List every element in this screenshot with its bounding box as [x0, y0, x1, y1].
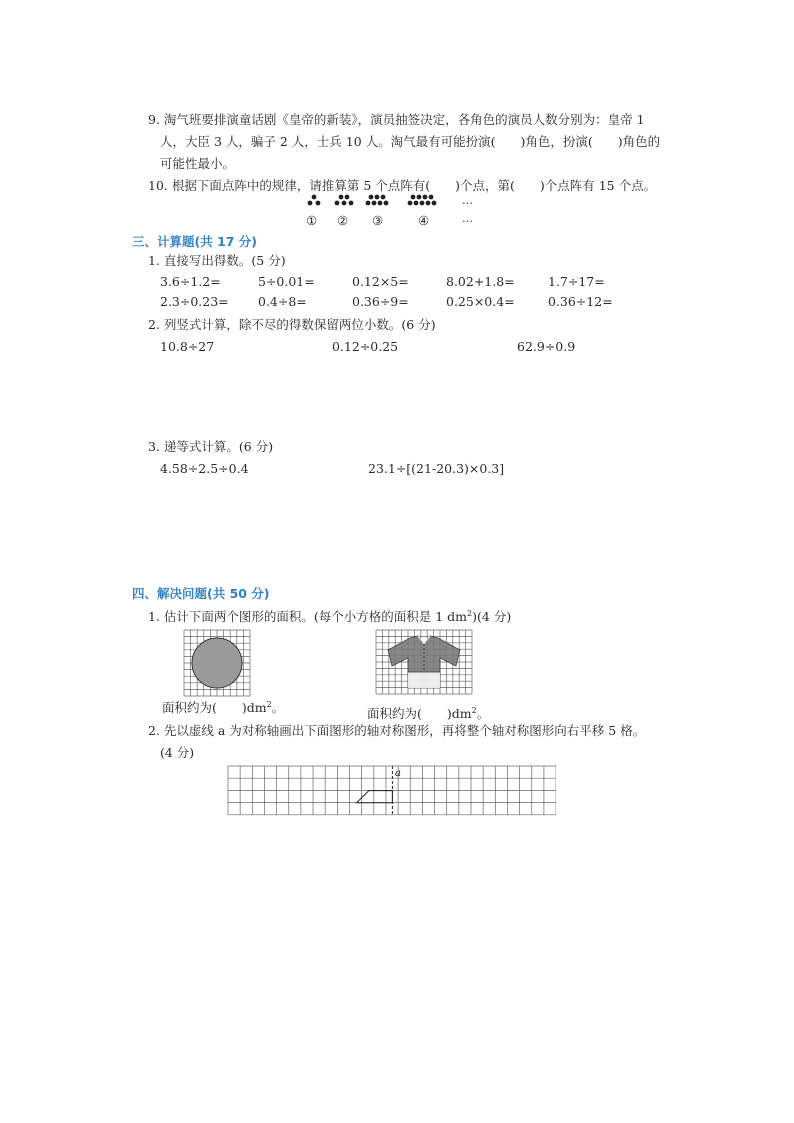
dot-label-2: ②: [337, 213, 349, 228]
ellipsis-bottom: …: [462, 212, 473, 225]
problem-q2-line2: (4 分): [160, 745, 195, 760]
dot-label-3: ③: [372, 213, 384, 228]
circle-grid-figure: [182, 628, 252, 698]
q9-line3: 可能性最小。: [160, 156, 236, 171]
superscript: 2: [467, 609, 473, 618]
area-answer-end: 。: [271, 700, 285, 716]
shirt-grid-figure: [374, 628, 474, 696]
problem-q2-line1: 2. 先以虚线 a 为对称轴画出下面图形的轴对称图形，再将整个轴对称图形向右平移 5 格。: [148, 723, 646, 738]
dot-label-4: ④: [418, 213, 430, 228]
area-answer-2: [367, 702, 489, 723]
calc-item: 8.02+1.8=: [446, 274, 515, 289]
stepwise-calc-2: 23.1÷[(21-20.3)×0.3]: [368, 461, 505, 476]
problem-q1-title: [148, 605, 511, 626]
superscript: 2: [266, 700, 272, 709]
problem-q1-points: )(4 分): [472, 609, 512, 625]
vertical-calc-1: 10.8÷27: [160, 339, 215, 354]
stepwise-calc-1: 4.58÷2.5÷0.4: [160, 461, 249, 476]
symmetry-grid-figure: [226, 764, 556, 818]
calc-q1-title: 1. 直接写出得数。(5 分): [148, 253, 286, 268]
calc-item: 5÷0.01=: [258, 274, 315, 289]
calc-item: 1.7÷17=: [548, 274, 605, 289]
area-answer-end: 。: [476, 706, 490, 722]
ellipsis-top: …: [462, 194, 473, 207]
calc-item: 0.36÷9=: [352, 294, 409, 309]
calc-item: 2.3÷0.23=: [160, 294, 229, 309]
calc-item: 0.25×0.4=: [446, 294, 515, 309]
calc-q2-title: 2. 列竖式计算，除不尽的得数保留两位小数。(6 分): [148, 317, 436, 332]
shirt-shape: [388, 636, 460, 688]
q9-line2: 人，大臣 3 人，骗子 2 人，士兵 10 人。淘气最有可能扮演( )角色，扮演( )角色的: [160, 134, 661, 149]
vertical-calc-2: 0.12÷0.25: [332, 339, 399, 354]
q10-text: 10. 根据下面点阵中的规律，请推算第 5 个点阵有( )个点，第( )个点阵有 15 个点。: [148, 178, 657, 193]
superscript: 2: [471, 706, 477, 715]
circle-shape: [192, 638, 242, 688]
section-4-title: 四、解决问题(共 50 分): [132, 586, 270, 601]
area-answer-text: 面积约为( )dm: [162, 700, 267, 716]
calc-item: 0.36÷12=: [548, 294, 613, 309]
dot-label-1: ①: [306, 213, 318, 228]
axis-label: a: [395, 768, 401, 779]
problem-q1-title-text: 1. 估计下面两个图形的面积。(每个小方格的面积是 1 dm: [148, 609, 468, 625]
area-answer-text: 面积约为( )dm: [367, 706, 472, 722]
calc-item: 0.4÷8=: [258, 294, 307, 309]
area-answer-1: [162, 696, 284, 717]
calc-item: 0.12×5=: [352, 274, 409, 289]
calc-item: 3.6÷1.2=: [160, 274, 221, 289]
vertical-calc-3: 62.9÷0.9: [517, 339, 576, 354]
q9-line1: 9. 淘气班要排演童话剧《皇帝的新装》，演员抽签决定，各角色的演员人数分别为：皇帝 1: [148, 112, 645, 127]
section-3-title: 三、计算题(共 17 分): [132, 234, 258, 249]
calc-q3-title: 3. 递等式计算。(6 分): [148, 439, 274, 454]
